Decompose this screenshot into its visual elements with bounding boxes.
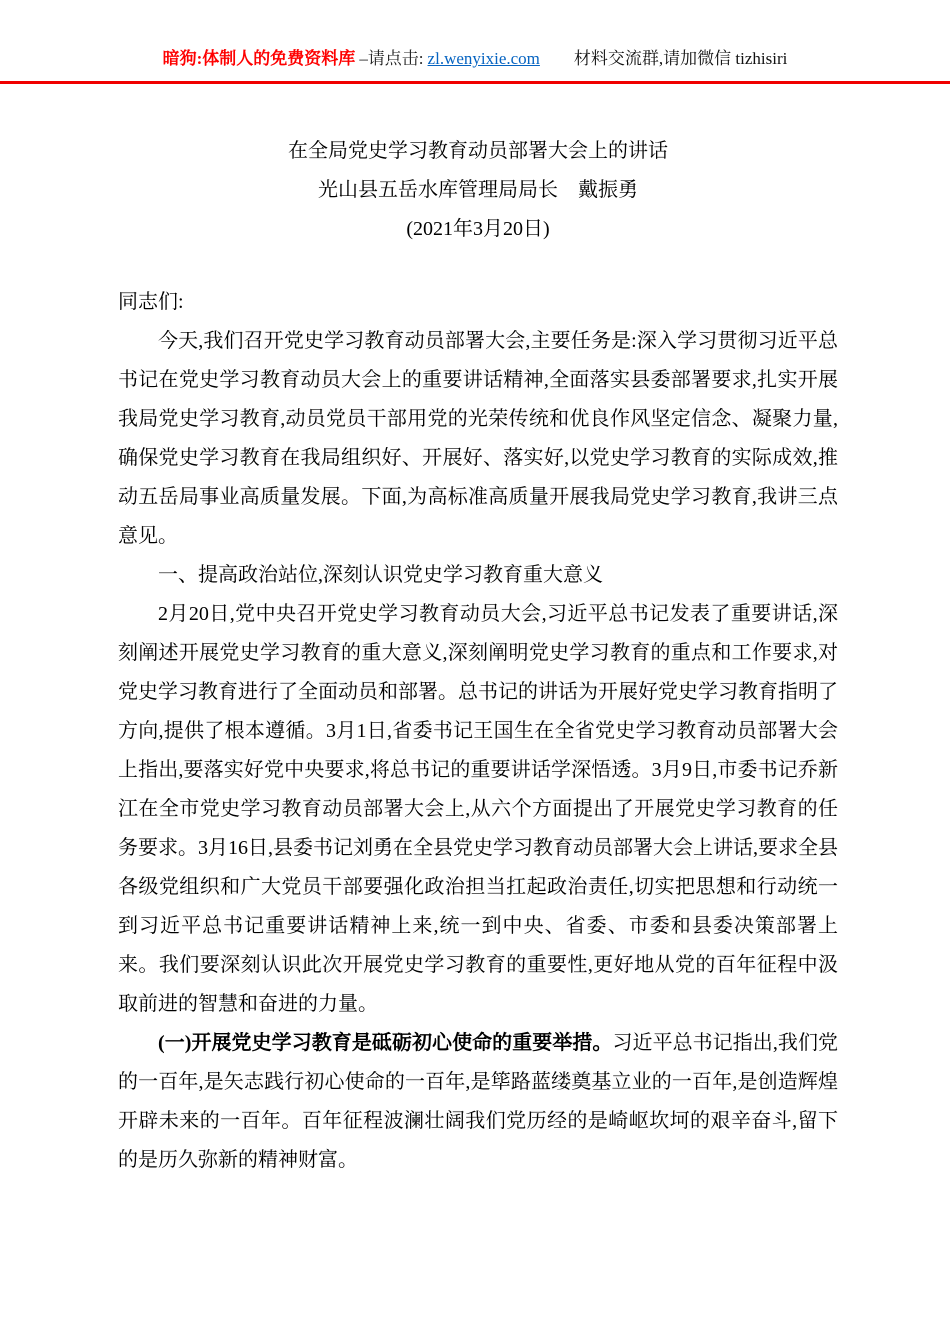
banner-suffix-text: 材料交流群,请加微信 tizhisiri [573,49,788,68]
banner-link[interactable]: zl.wenyixie.com [427,49,540,68]
banner-brand-text: 暗狗:体制人的免费资料库 [162,49,356,68]
document-body [118,283,838,1180]
promo-banner [0,0,950,84]
bold-run: (一)开展党史学习教育是砥砺初心使命的重要举措。 [158,1032,613,1054]
text-run: 习近平总书记指出,我们党的一百年,是矢志践行初心使命的一百年,是筚路蓝缕奠基立业的一百年,是创造辉煌开辟未来的一百年。百年征程波澜壮阔我们党历经的是崎岖坎坷的艰辛奋斗,留下的是历久弥新的精神财富。 [118,1032,838,1171]
text-run: 2月20日,党中央召开党史学习教育动员大会,习近平总书记发表了重要讲话,深刻阐述开展党史学习教育的重大意义,深刻阐明党史学习教育的重点和工作要求,对党史学习教育进行了全面动员和部署。总书记的讲话为开展好党史学习教育指明了方向,提供了根本遵循。3月1日,省委书记王国生在全省党史学习教育动员部署大会上指出,要落实好党中央要求,将总书记的重要讲话学深悟透。3月9日,市委书记乔新江在全市党史学习教育动员部署大会上,从六个方面提出了开展党史学习教育的任务要求。3月16日,县委书记刘勇在全县党史学习教育动员部署大会上讲话,要求全县各级党组织和广大党员干部要强化政治担当扛起政治责任,切实把思想和行动统一到习近平总书记重要讲话精神上来,统一到中央、省委、市委和县委决策部署上来。我们要深刻认识此次开展党史学习教育的重要性,更好地从党的百年征程中汲取前进的智慧和奋进的力量。 [118,603,838,1015]
paragraph [118,556,838,595]
paragraph [118,322,838,556]
paragraph [118,595,838,1024]
document-page [0,84,950,1240]
document-author-line: 光山县五岳水库管理局局长 戴振勇 [318,179,638,201]
text-run: 同志们: [118,291,184,313]
paragraph [118,283,838,322]
title-block [118,132,838,249]
document-date-line: (2021年3月20日) [406,218,550,240]
document-title: 在全局党史学习教育动员部署大会上的讲话 [288,140,668,162]
paragraph [118,1024,838,1180]
text-run: 今天,我们召开党史学习教育动员部署大会,主要任务是:深入学习贯彻习近平总书记在党史学习教育动员大会上的重要讲话精神,全面落实县委部署要求,扎实开展我局党史学习教育,动员党员干部用党的光荣传统和优良作风坚定信念、凝聚力量,确保党史学习教育在我局组织好、开展好、落实好,以党史学习教育的实际成效,推动五岳局事业高质量发展。下面,为高标准高质量开展我局党史学习教育,我讲三点意见。 [118,330,838,547]
banner-prompt-text: –请点击: [359,49,424,68]
text-run: 一、提高政治站位,深刻认识党史学习教育重大意义 [158,564,603,586]
